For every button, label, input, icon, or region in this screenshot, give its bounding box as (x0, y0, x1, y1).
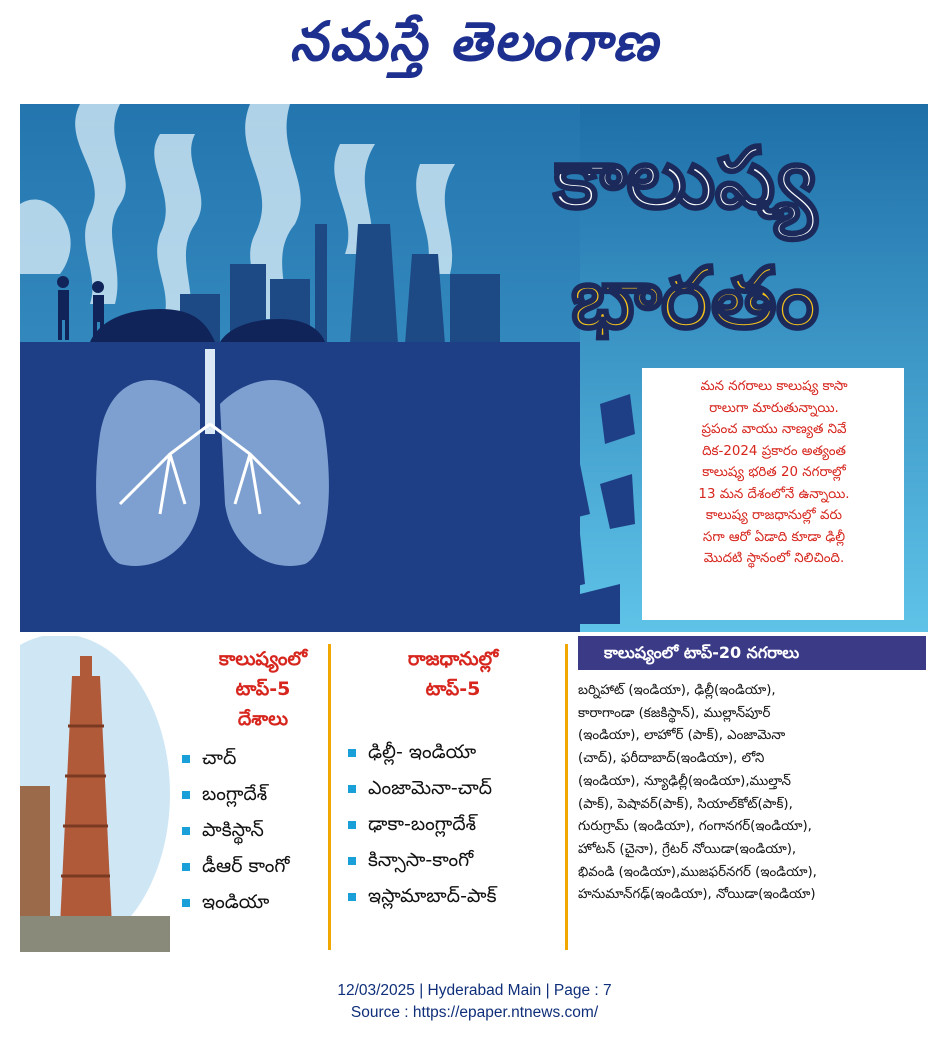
bullet-icon (348, 785, 356, 793)
bullet-icon (348, 857, 356, 865)
list-item: ఢిల్లీ- ఇండియా (348, 734, 564, 770)
list-item: డీఆర్ కాంగో (182, 848, 356, 884)
headline-line-2: భారతం (571, 249, 819, 347)
countries-heading: కాలుష్యంలో టాప్-5 దేశాలు (218, 648, 308, 730)
list-item: బంగ్లాదేశ్ (182, 776, 356, 812)
intro-line: కాలుష్య రాజధానుల్లో వరు (705, 508, 843, 523)
bullet-icon (182, 863, 190, 871)
bullet-icon (182, 791, 190, 799)
bullet-icon (182, 899, 190, 907)
capitals-heading: రాజధానుల్లో టాప్-5 (407, 648, 499, 700)
bullet-icon (348, 749, 356, 757)
page-footer (0, 980, 949, 1024)
footer-edition: 12/03/2025 | Hyderabad Main | Page : 7 (337, 982, 612, 999)
top20-body: బర్నిహాట్ (ఇండియా), ఢిల్లీ(ఇండియా), కారాగాండా (కజకిస్థాన్), ముల్లాన్‌పూర్ (ఇండియా), లాహోర్ (పాక్), ఎంజామెనా (చాద్), ఫరీదాబాద్(ఇండియా), లోని (ఇండియా), న్యూఢిల్లీ(ఇండియా),ముల్తాన్ (పాక్), పెషావర్(పాక్), సియాల్‌కోట్(పాక్), గురుగ్రామ్ (ఇండియా), గంగానగర్(ఇండియా), హోటన్ (చైనా), గ్రేటర్ నోయిడా(ఇండియా), భివండి (ఇండియా),ముజఫర్‌నగర్ (ఇండియా), హనుమాన్‌గఢ్(ఇండియా), నోయిడా(ఇండియా) (578, 683, 817, 903)
intro-line: దిక-2024 ప్రకారం అత్యంత (702, 443, 846, 459)
list-item: ఇండియా (182, 884, 356, 920)
list-item: ఇస్లామాబాద్-పాక్ (348, 878, 564, 914)
bullet-icon (182, 827, 190, 835)
list-item: కిన్సాసా-కాంగో (348, 842, 564, 878)
bullet-icon (348, 821, 356, 829)
list-item: చాద్ (182, 740, 356, 776)
top20-cities (578, 636, 926, 907)
list-item: ఎంజామెనా-చాద్ (348, 770, 564, 806)
headline-line-1: కాలుష్య (553, 129, 817, 227)
top5-capitals (342, 636, 564, 914)
lists-section (20, 636, 928, 958)
intro-line: 13 మన దేశంలోనే ఉన్నాయి. (698, 486, 850, 502)
divider (565, 644, 568, 950)
list-item: పాకిస్థాన్ (182, 812, 356, 848)
list-item: ఢాకా-బంగ్లాదేశ్ (348, 806, 564, 842)
intro-box (642, 368, 904, 620)
intro-line: రాలుగా మారుతున్నాయి. (709, 400, 839, 416)
intro-line: మొదటి స్థానంలో నిలిచింది. (703, 551, 845, 566)
hero-illustration (20, 104, 928, 632)
bullet-icon (182, 755, 190, 763)
intro-line: ప్రపంచ వాయు నాణ్యత నివే (701, 422, 847, 437)
divider (328, 644, 331, 950)
masthead-logo: నమస్తే తెలంగాణ (289, 9, 660, 73)
intro-line: సగా ఆరో ఏడాది కూడా ఢిల్లీ (702, 529, 846, 545)
intro-line: కాలుష్య భరిత 20 నగరాల్లో (702, 465, 846, 480)
top20-heading: కాలుష్యంలో టాప్-20 నగరాలు (578, 636, 926, 670)
qutub-minar-photo (20, 636, 170, 952)
bullet-icon (348, 893, 356, 901)
footer-source: Source : https://epaper.ntnews.com/ (350, 1004, 599, 1021)
intro-line: మన నగరాలు కాలుష్య కాసా (700, 379, 848, 394)
